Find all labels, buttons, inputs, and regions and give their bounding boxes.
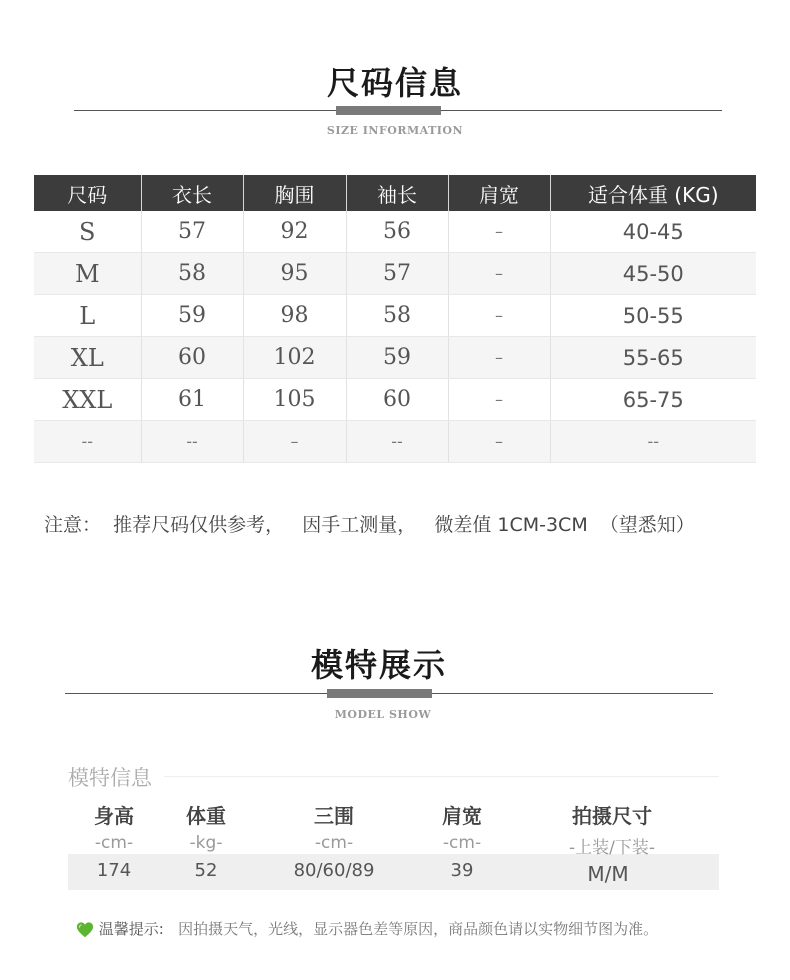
cell-weight: -- (550, 421, 756, 463)
cell-size: XL (34, 337, 141, 379)
model-col-weight (166, 800, 246, 853)
table-row (34, 295, 756, 337)
cell-sleeve: 60 (346, 379, 448, 421)
cell-chest: 95 (243, 253, 346, 295)
cell-shoulder: – (448, 253, 550, 295)
cell-chest: 92 (243, 211, 346, 253)
model-info-label: 模特信息 (68, 766, 152, 790)
model-value-shoot-size: M/M (587, 862, 629, 886)
cell-shoulder: – (448, 337, 550, 379)
model-value-measurements: 80/60/89 (293, 860, 375, 881)
model-info-divider (164, 776, 719, 777)
model-col-height (74, 800, 154, 853)
cell-chest: 98 (243, 295, 346, 337)
cell-shoulder: – (448, 295, 550, 337)
size-note: 注意： 推荐尺码仅供参考， 因手工测量， 微差值 1CM-3CM （望悉知） (44, 514, 695, 536)
cell-chest: 105 (243, 379, 346, 421)
cell-size: XXL (34, 379, 141, 421)
tip-label: 温馨提示: (98, 920, 164, 938)
cell-length: 61 (141, 379, 243, 421)
model-value-shoulder: 39 (450, 860, 474, 881)
model-unit-measurements: -cm- (314, 833, 354, 853)
model-unit-shoot-size: -上装/下装- (569, 838, 655, 858)
cell-chest: – (243, 421, 346, 463)
cell-size: S (34, 211, 141, 253)
model-head-weight: 体重 (186, 804, 226, 828)
table-row (34, 253, 756, 295)
model-col-measurements (274, 800, 394, 853)
cell-sleeve: 56 (346, 211, 448, 253)
model-col-shoulder (422, 800, 502, 853)
header-shoulder: 肩宽 (448, 175, 550, 211)
cell-size: M (34, 253, 141, 295)
cell-length: 60 (141, 337, 243, 379)
size-title-accent-bar (336, 106, 441, 115)
cell-length: 59 (141, 295, 243, 337)
cell-weight: 45-50 (550, 253, 756, 295)
cell-weight: 65-75 (550, 379, 756, 421)
model-unit-weight: -kg- (189, 833, 223, 853)
header-weight: 适合体重 (KG) (550, 175, 756, 211)
cell-size: L (34, 295, 141, 337)
size-table (34, 175, 756, 463)
model-value-height: 174 (96, 860, 132, 881)
cell-shoulder: – (448, 211, 550, 253)
cell-sleeve: 59 (346, 337, 448, 379)
size-section-title: 尺码信息 (326, 64, 463, 102)
cell-length: -- (141, 421, 243, 463)
table-row (34, 379, 756, 421)
model-col-shoot-size (546, 800, 678, 858)
size-table-header-row (34, 175, 756, 211)
header-size: 尺码 (34, 175, 141, 211)
cell-length: 57 (141, 211, 243, 253)
model-unit-shoulder: -cm- (442, 833, 482, 853)
header-sleeve: 袖长 (346, 175, 448, 211)
header-chest: 胸围 (243, 175, 346, 211)
model-value-weight: 52 (194, 860, 218, 881)
green-heart-icon (76, 921, 94, 939)
table-row (34, 211, 756, 253)
table-row (34, 421, 756, 463)
cell-weight: 55-65 (550, 337, 756, 379)
table-row (34, 337, 756, 379)
cell-shoulder: – (448, 379, 550, 421)
cell-chest: 102 (243, 337, 346, 379)
header-length: 衣长 (141, 175, 243, 211)
model-head-shoulder: 肩宽 (442, 804, 482, 828)
cell-weight: 50-55 (550, 295, 756, 337)
cell-length: 58 (141, 253, 243, 295)
cell-weight: 40-45 (550, 211, 756, 253)
size-section-subtitle: SIZE INFORMATION (326, 124, 464, 137)
model-section-subtitle: MODEL SHOW (334, 708, 432, 721)
model-section-title: 模特展示 (310, 646, 447, 684)
cell-sleeve: 57 (346, 253, 448, 295)
cell-sleeve: -- (346, 421, 448, 463)
cell-sleeve: 58 (346, 295, 448, 337)
cell-shoulder: – (448, 421, 550, 463)
cell-size: -- (34, 421, 141, 463)
tip-line (76, 918, 658, 939)
tip-text: 因拍摄天气，光线，显示器色差等原因，商品颜色请以实物细节图为准。 (178, 920, 659, 938)
model-unit-height: -cm- (94, 833, 134, 853)
model-title-accent-bar (327, 689, 432, 698)
model-head-shoot-size: 拍摄尺寸 (572, 804, 652, 828)
model-head-measurements: 三围 (314, 804, 354, 828)
model-head-height: 身高 (94, 804, 134, 828)
